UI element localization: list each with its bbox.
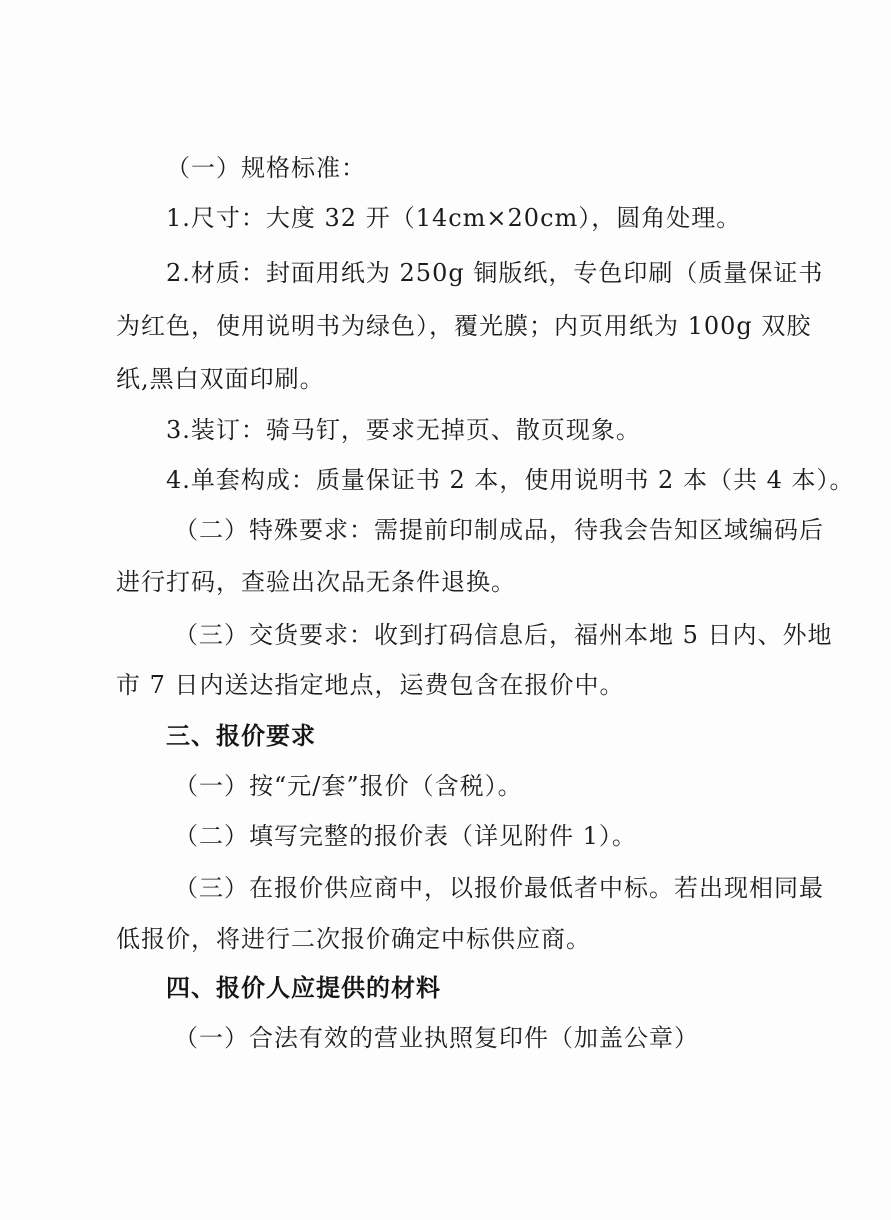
quote-item-1: （一）按“元/套”报价（含税）。 bbox=[174, 772, 523, 800]
section-quote-requirements-heading: 三、报价要求 bbox=[166, 722, 316, 750]
quote-item-3: （三）在报价供应商中，以报价最低者中标。若出现相同最 bbox=[174, 874, 824, 902]
section-spec-standard-heading: （一）规格标准： bbox=[166, 154, 366, 182]
spec-item-material-cont: 为红色，使用说明书为绿色），覆光膜；内页用纸为 100g 双胶 bbox=[116, 312, 812, 340]
spec-item-size: 1.尺寸：大度 32 开（14cm×20cm），圆角处理。 bbox=[166, 204, 742, 232]
spec-item-set-composition: 4.单套构成：质量保证书 2 本，使用说明书 2 本（共 4 本）。 bbox=[166, 466, 855, 494]
special-requirements: （二）特殊要求：需提前印制成品，待我会告知区域编码后 bbox=[174, 516, 824, 544]
section-materials-heading: 四、报价人应提供的材料 bbox=[166, 974, 441, 1002]
materials-item-1: （一）合法有效的营业执照复印件（加盖公章） bbox=[174, 1024, 699, 1052]
quote-item-2: （二）填写完整的报价表（详见附件 1）。 bbox=[174, 822, 637, 850]
spec-item-binding: 3.装订：骑马钉，要求无掉页、散页现象。 bbox=[166, 416, 641, 444]
spec-item-material-cont2: 纸,黑白双面印刷。 bbox=[116, 365, 325, 393]
special-requirements-cont: 进行打码，查验出次品无条件退换。 bbox=[116, 568, 516, 596]
spec-item-material: 2.材质：封面用纸为 250g 铜版纸，专色印刷（质量保证书 bbox=[166, 259, 824, 287]
quote-item-3-cont: 低报价，将进行二次报价确定中标供应商。 bbox=[116, 925, 591, 953]
delivery-requirements-cont: 市 7 日内送达指定地点，运费包含在报价中。 bbox=[116, 671, 625, 699]
delivery-requirements: （三）交货要求：收到打码信息后，福州本地 5 日内、外地 bbox=[174, 621, 833, 649]
